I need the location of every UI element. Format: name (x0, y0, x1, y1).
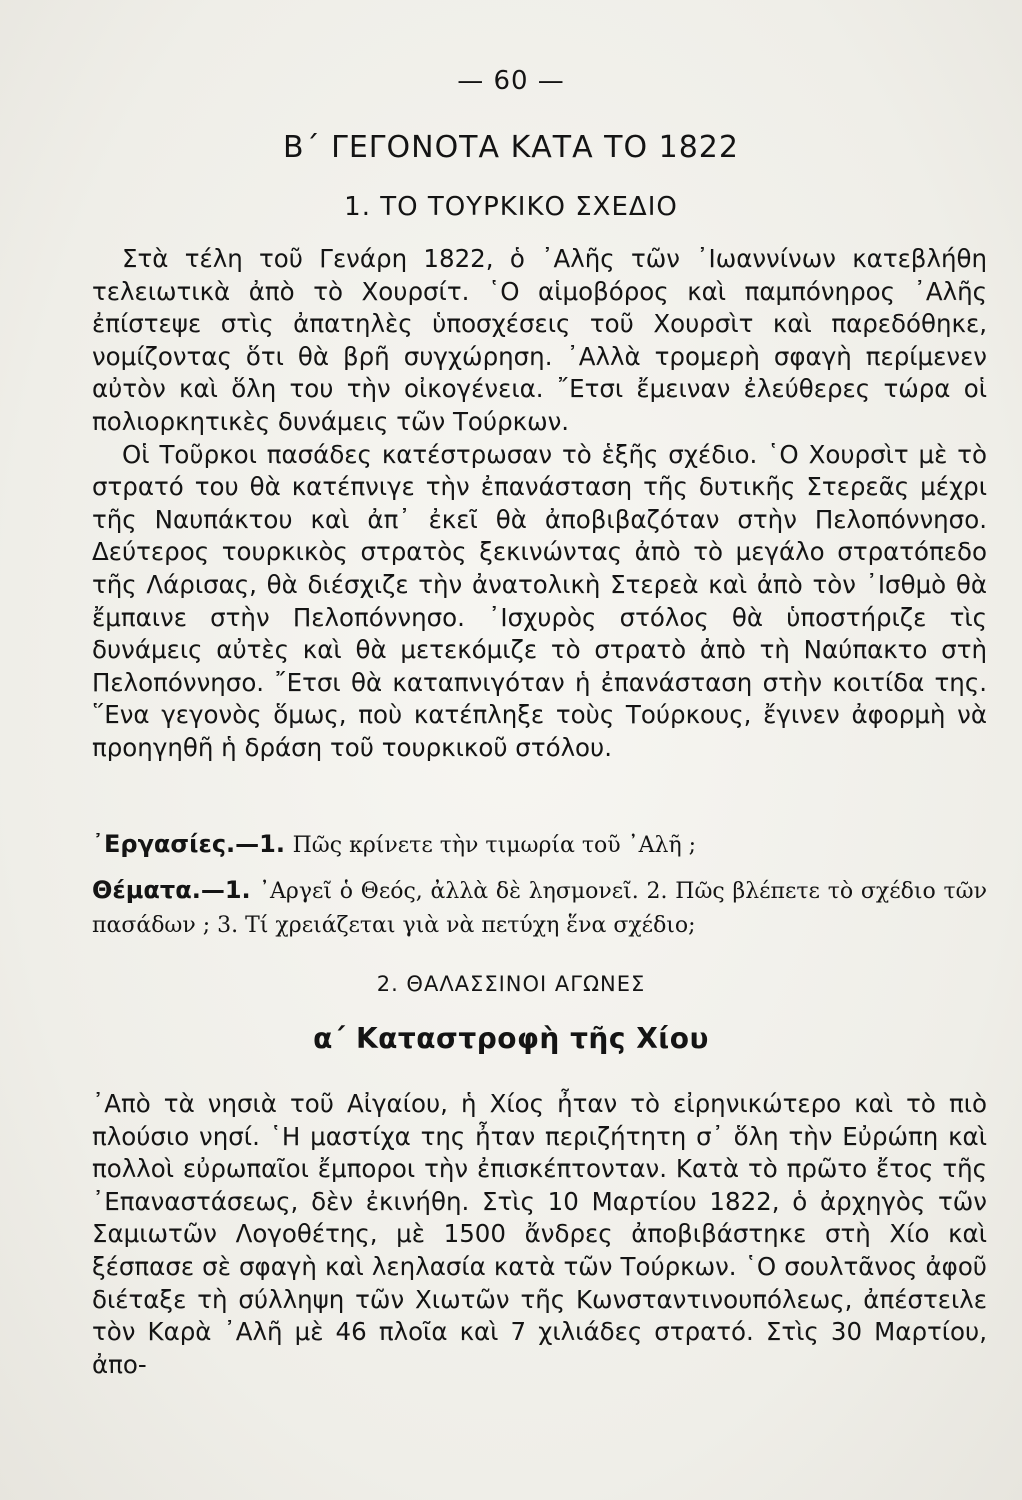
subsection-title-turkish-plan: 1. ΤΟ ΤΟΥΡΚΙΚΟ ΣΧΕΔΙΟ (344, 192, 678, 222)
topics-label: Θέματα.—1. (92, 876, 251, 904)
exercises-line (92, 828, 987, 862)
paragraph-ali-pasha: Στὰ τέλη τοῦ Γενάρη 1822, ὁ ᾿Αλῆς τῶν ᾿Ιωαννίνων κατεβλήθη τελειωτικὰ ἀπὸ τὸ Χουρσίτ. ῾Ο αἱμοβόρος καὶ παμπόνηρος ᾿Αλῆς ἐπίστεψε στὶς ἀπατηλὲς ὑποσχέσεις τοῦ Χουρσὶτ καὶ παρεδόθηκε, νομίζοντας ὅτι θὰ βρῆ συγχώρηση. ᾿Αλλὰ τρομερὴ σφαγὴ περίμενεν αὐτὸν καὶ ὅλη του τὴν οἰκογένεια. ῎Ετσι ἔμειναν ἐλεύθερες τώρα οἱ πολιορκητικὲς δυνάμεις τῶν Τούρκων. (92, 244, 987, 436)
body-text-turkish-plan (92, 243, 987, 765)
topics-line (92, 874, 987, 942)
topics-text: ᾿Αργεῖ ὁ Θεός, ἀλλὰ δὲ λησμονεῖ. 2. Πῶς βλέπετε τὸ σχέδιο τῶν πασάδων ; 3. Τί χρειάζεται γιὰ νὰ πετύχη ἕνα σχέδιο; (92, 879, 987, 938)
subsection-title-naval-struggles: 2. ΘΑΛΑΣΣΙΝΟΙ ΑΓΩΝΕΣ (376, 972, 646, 996)
paragraph-chios: ᾿Απὸ τὰ νησιὰ τοῦ Αἰγαίου, ἡ Χίος ἦταν τὸ εἰρηνικώτερο καὶ τὸ πιὸ πλούσιο νησί. ῾Η μαστίχα της ἦταν περιζήτητη σ᾿ ὅλη τὴν Εὐρώπη καὶ πολλοὶ εὐρωπαῖοι ἔμποροι τὴν ἐπισκέπτονταν. Κατὰ τὸ πρῶτο ἔτος τῆς ᾿Επαναστάσεως, δὲν ἐκινήθη. Στὶς 10 Μαρτίου 1822, ὁ ἀρχηγὸς τῶν Σαμιωτῶν Λογοθέτης, μὲ 1500 ἄνδρες ἀποβιβάστηκε στὴ Χίο καὶ ξέσπασε σὲ σφαγὴ καὶ λεηλασία κατὰ τῶν Τούρκων. ῾Ο σουλτᾶνος ἀφοῦ διέταξε τὴ σύλληψη τῶν Χιωτῶν τῆς Κωνσταντινουπόλεως, ἀπέστειλε τὸν Καρὰ ᾿Αλῆ μὲ 46 πλοῖα καὶ 7 χιλιάδες στρατό. Στὶς 30 Μαρτίου, ἀπο- (92, 1089, 987, 1379)
exercises-text: Πῶς κρίνετε τὴν τιμωρία τοῦ ᾿Αλῆ ; (292, 833, 697, 858)
subsection-title-destruction-of-chios: α΄ Καταστροφὴ τῆς Χίου (313, 1022, 709, 1055)
section-title: Β΄ ΓΕΓΟΝΟΤΑ ΚΑΤΑ ΤΟ 1822 (283, 130, 739, 165)
exercises-label: ᾿Εργασίες.—1. (92, 830, 285, 858)
paragraph-turkish-plan: Οἱ Τοῦρκοι πασάδες κατέστρωσαν τὸ ἑξῆς σχέδιο. ῾Ο Χουρσὶτ μὲ τὸ στρατό του θὰ κατέπνιγε τὴν ἐπανάσταση τῆς δυτικῆς Στερεᾶς μέχρι τῆς Ναυπάκτου καὶ ἀπ᾿ ἐκεῖ θὰ ἀποβιβαζόταν στὴν Πελοπόννησο. Δεύτερος τουρκικὸς στρατὸς ξεκινώντας ἀπὸ τὸ μεγάλο στρατόπεδο τῆς Λάρισας, θὰ διέσχιζε τὴν ἀνατολικὴ Στερεὰ καὶ ἀπὸ τὸν ᾿Ισθμὸ θὰ ἔμπαινε στὴν Πελοπόννησο. ᾿Ισχυρὸς στόλος θὰ ὑποστήριζε τὶς δυνάμεις αὐτὲς καὶ θὰ μετεκόμιζε τὸ στρατὸ ἀπὸ τὴ Ναύπακτο στὴ Πελοπόννησο. ῎Ετσι θὰ καταπνιγόταν ἡ ἐπανάσταση στὴν κοιτίδα της. ῞Ενα γεγονὸς ὅμως, ποὺ κατέπληξε τοὺς Τούρκους, ἔγινεν ἀφορμὴ νὰ προηγηθῆ ἡ δράση τοῦ τουρκικοῦ στόλου. (92, 439, 987, 762)
page-number: — 60 — (457, 66, 565, 96)
body-text-chios (92, 1088, 987, 1381)
